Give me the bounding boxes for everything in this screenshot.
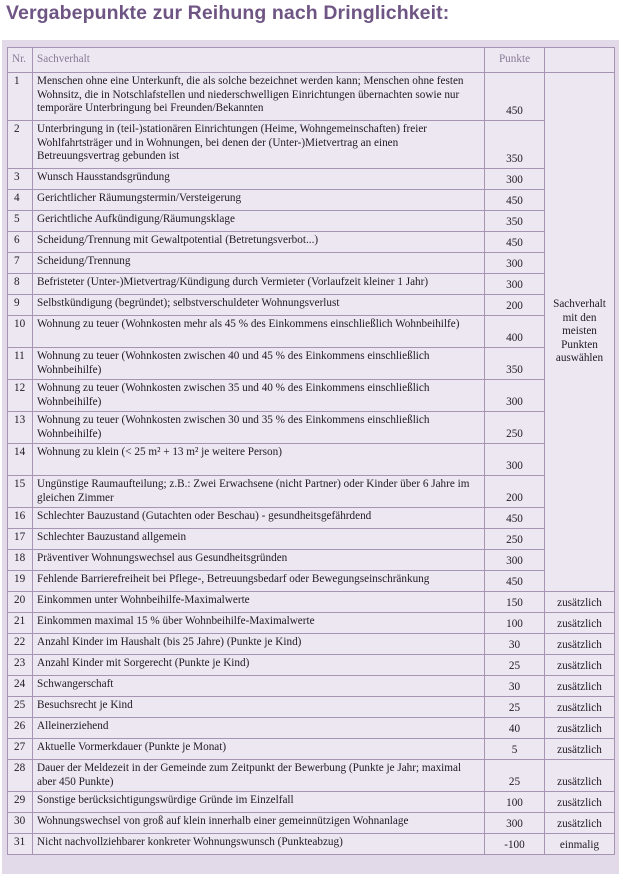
row-sachverhalt: Wohnungswechsel von groß auf klein innerhalb einer gemeinnützigen Wohnanlage	[33, 813, 485, 834]
row-note: zusätzlich	[545, 613, 615, 634]
row-sachverhalt: Wunsch Hausstandsgründung	[33, 169, 485, 190]
page-title: Vergabepunkte zur Reihung nach Dringlichkeit:	[6, 2, 450, 24]
table-row	[8, 550, 615, 571]
table-row	[8, 169, 615, 190]
row-number: 22	[8, 634, 33, 655]
table-row	[8, 348, 615, 380]
row-punkte: 30	[485, 676, 545, 697]
row-note: zusätzlich	[545, 760, 615, 792]
row-sachverhalt: Wohnung zu teuer (Wohnkosten zwischen 35 und 40 % des Einkommens einschließlich Wohnbeihilfe)	[33, 380, 485, 412]
row-number: 27	[8, 739, 33, 760]
row-punkte: 300	[485, 380, 545, 412]
table-row	[8, 444, 615, 476]
row-punkte: 400	[485, 316, 545, 348]
row-punkte: 350	[485, 348, 545, 380]
row-punkte: 100	[485, 613, 545, 634]
table-row	[8, 316, 615, 348]
row-number: 1	[8, 73, 33, 121]
header-sachverhalt: Sachverhalt	[33, 48, 485, 73]
table-row	[8, 253, 615, 274]
row-punkte: 5	[485, 739, 545, 760]
row-punkte: 150	[485, 592, 545, 613]
table-row	[8, 813, 615, 834]
row-number: 18	[8, 550, 33, 571]
row-sachverhalt: Unterbringung in (teil-)stationären Einrichtungen (Heime, Wohngemeinschaften) freier Wohlfahrtsträger und in Wohnungen, bei denen der (Unter-)Mietvertrag an einen Betreuungsvertrag gebunden ist	[33, 121, 485, 169]
row-note: zusätzlich	[545, 592, 615, 613]
points-table	[7, 47, 615, 855]
row-sachverhalt: Alleinerziehend	[33, 718, 485, 739]
row-sachverhalt: Gerichtlicher Räumungstermin/Versteigerung	[33, 190, 485, 211]
row-punkte: 200	[485, 476, 545, 508]
row-punkte: 300	[485, 169, 545, 190]
row-number: 26	[8, 718, 33, 739]
row-punkte: 450	[485, 73, 545, 121]
row-number: 8	[8, 274, 33, 295]
row-number: 14	[8, 444, 33, 476]
header-punkte: Punkte	[485, 48, 545, 73]
row-number: 29	[8, 792, 33, 813]
row-sachverhalt: Sonstige berücksichtigungswürdige Gründe im Einzelfall	[33, 792, 485, 813]
table-row	[8, 508, 615, 529]
row-number: 24	[8, 676, 33, 697]
row-number: 9	[8, 295, 33, 316]
table-body	[8, 73, 615, 855]
table-row	[8, 739, 615, 760]
row-number: 6	[8, 232, 33, 253]
row-number: 30	[8, 813, 33, 834]
table-header-row	[8, 48, 615, 73]
row-sachverhalt: Ungünstige Raumaufteilung; z.B.: Zwei Erwachsene (nicht Partner) oder Kinder über 6 Jahre im gleichen Zimmer	[33, 476, 485, 508]
row-number: 28	[8, 760, 33, 792]
row-number: 3	[8, 169, 33, 190]
row-note: zusätzlich	[545, 739, 615, 760]
row-sachverhalt: Anzahl Kinder mit Sorgerecht (Punkte je Kind)	[33, 655, 485, 676]
row-punkte: -100	[485, 834, 545, 855]
row-number: 12	[8, 380, 33, 412]
table-row	[8, 274, 615, 295]
row-note: zusätzlich	[545, 676, 615, 697]
table-row	[8, 571, 615, 592]
table-row	[8, 834, 615, 855]
table-row	[8, 476, 615, 508]
row-number: 20	[8, 592, 33, 613]
row-punkte: 200	[485, 295, 545, 316]
row-punkte: 30	[485, 634, 545, 655]
row-sachverhalt: Dauer der Meldezeit in der Gemeinde zum Zeitpunkt der Bewerbung (Punkte je Jahr; maximal aber 450 Punkte)	[33, 760, 485, 792]
row-punkte: 450	[485, 571, 545, 592]
row-sachverhalt: Fehlende Barrierefreiheit bei Pflege-, Betreuungsbedarf oder Bewegungseinschränkung	[33, 571, 485, 592]
row-number: 19	[8, 571, 33, 592]
row-note: zusätzlich	[545, 634, 615, 655]
row-note: zusätzlich	[545, 697, 615, 718]
table-row	[8, 760, 615, 792]
table-row	[8, 380, 615, 412]
row-sachverhalt: Einkommen unter Wohnbeihilfe-Maximalwerte	[33, 592, 485, 613]
table-row	[8, 718, 615, 739]
row-number: 11	[8, 348, 33, 380]
table-row	[8, 211, 615, 232]
row-sachverhalt: Wohnung zu klein (< 25 m² + 13 m² je weitere Person)	[33, 444, 485, 476]
row-number: 10	[8, 316, 33, 348]
table-row	[8, 529, 615, 550]
row-punkte: 450	[485, 190, 545, 211]
row-punkte: 300	[485, 550, 545, 571]
row-number: 7	[8, 253, 33, 274]
table-row	[8, 190, 615, 211]
row-sachverhalt: Befristeter (Unter-)Mietvertrag/Kündigung durch Vermieter (Vorlaufzeit kleiner 1 Jahr)	[33, 274, 485, 295]
row-sachverhalt: Einkommen maximal 15 % über Wohnbeihilfe-Maximalwerte	[33, 613, 485, 634]
table-row	[8, 613, 615, 634]
row-punkte: 450	[485, 508, 545, 529]
row-sachverhalt: Besuchsrecht je Kind	[33, 697, 485, 718]
row-note: zusätzlich	[545, 792, 615, 813]
row-punkte: 100	[485, 792, 545, 813]
row-number: 2	[8, 121, 33, 169]
row-punkte: 300	[485, 253, 545, 274]
row-punkte: 25	[485, 655, 545, 676]
row-number: 16	[8, 508, 33, 529]
table-row	[8, 232, 615, 253]
table-row	[8, 592, 615, 613]
table-row	[8, 655, 615, 676]
table-row	[8, 121, 615, 169]
table-row	[8, 73, 615, 121]
table-row	[8, 634, 615, 655]
row-punkte: 25	[485, 760, 545, 792]
row-punkte: 250	[485, 529, 545, 550]
row-sachverhalt: Wohnung zu teuer (Wohnkosten zwischen 30 und 35 % des Einkommens einschließlich Wohnbeihilfe)	[33, 412, 485, 444]
row-number: 31	[8, 834, 33, 855]
row-sachverhalt: Wohnung zu teuer (Wohnkosten mehr als 45 % des Einkommens einschließlich Wohnbeihilfe)	[33, 316, 485, 348]
row-sachverhalt: Gerichtliche Aufkündigung/Räumungsklage	[33, 211, 485, 232]
table-row	[8, 412, 615, 444]
table-row	[8, 792, 615, 813]
row-note: einmalig	[545, 834, 615, 855]
row-sachverhalt: Schlechter Bauzustand (Gutachten oder Beschau) - gesundheitsgefährdend	[33, 508, 485, 529]
row-punkte: 350	[485, 211, 545, 232]
row-sachverhalt: Selbstkündigung (begründet); selbstverschuldeter Wohnungsverlust	[33, 295, 485, 316]
row-number: 17	[8, 529, 33, 550]
row-sachverhalt: Nicht nachvollziehbarer konkreter Wohnungswunsch (Punkteabzug)	[33, 834, 485, 855]
row-note: zusätzlich	[545, 813, 615, 834]
row-sachverhalt: Menschen ohne eine Unterkunft, die als solche bezeichnet werden kann; Menschen ohne festen Wohnsitz, die in Notschlafstellen und niederschwelligen Einrichtungen übernachten sowie nur temporäre Unterbringung bei Freunden/Bekannten	[33, 73, 485, 121]
row-number: 5	[8, 211, 33, 232]
header-nr: Nr.	[8, 48, 33, 73]
row-punkte: 300	[485, 813, 545, 834]
row-sachverhalt: Schwangerschaft	[33, 676, 485, 697]
row-number: 23	[8, 655, 33, 676]
row-punkte: 40	[485, 718, 545, 739]
row-punkte: 350	[485, 121, 545, 169]
group-note: Sachverhalt mit den meisten Punkten auswählen	[545, 73, 615, 592]
row-sachverhalt: Scheidung/Trennung	[33, 253, 485, 274]
row-sachverhalt: Aktuelle Vormerkdauer (Punkte je Monat)	[33, 739, 485, 760]
row-sachverhalt: Präventiver Wohnungswechsel aus Gesundheitsgründen	[33, 550, 485, 571]
row-sachverhalt: Wohnung zu teuer (Wohnkosten zwischen 40 und 45 % des Einkommens einschließlich Wohnbeihilfe)	[33, 348, 485, 380]
row-punkte: 300	[485, 274, 545, 295]
row-note: zusätzlich	[545, 718, 615, 739]
header-note	[545, 48, 615, 73]
row-sachverhalt: Anzahl Kinder im Haushalt (bis 25 Jahre) (Punkte je Kind)	[33, 634, 485, 655]
row-punkte: 250	[485, 412, 545, 444]
row-number: 13	[8, 412, 33, 444]
row-sachverhalt: Scheidung/Trennung mit Gewaltpotential (Betretungsverbot...)	[33, 232, 485, 253]
row-punkte: 300	[485, 444, 545, 476]
row-number: 25	[8, 697, 33, 718]
row-sachverhalt: Schlechter Bauzustand allgemein	[33, 529, 485, 550]
table-row	[8, 295, 615, 316]
row-number: 4	[8, 190, 33, 211]
row-note: zusätzlich	[545, 655, 615, 676]
row-number: 21	[8, 613, 33, 634]
row-number: 15	[8, 476, 33, 508]
table-row	[8, 676, 615, 697]
row-punkte: 450	[485, 232, 545, 253]
row-punkte: 25	[485, 697, 545, 718]
table-row	[8, 697, 615, 718]
